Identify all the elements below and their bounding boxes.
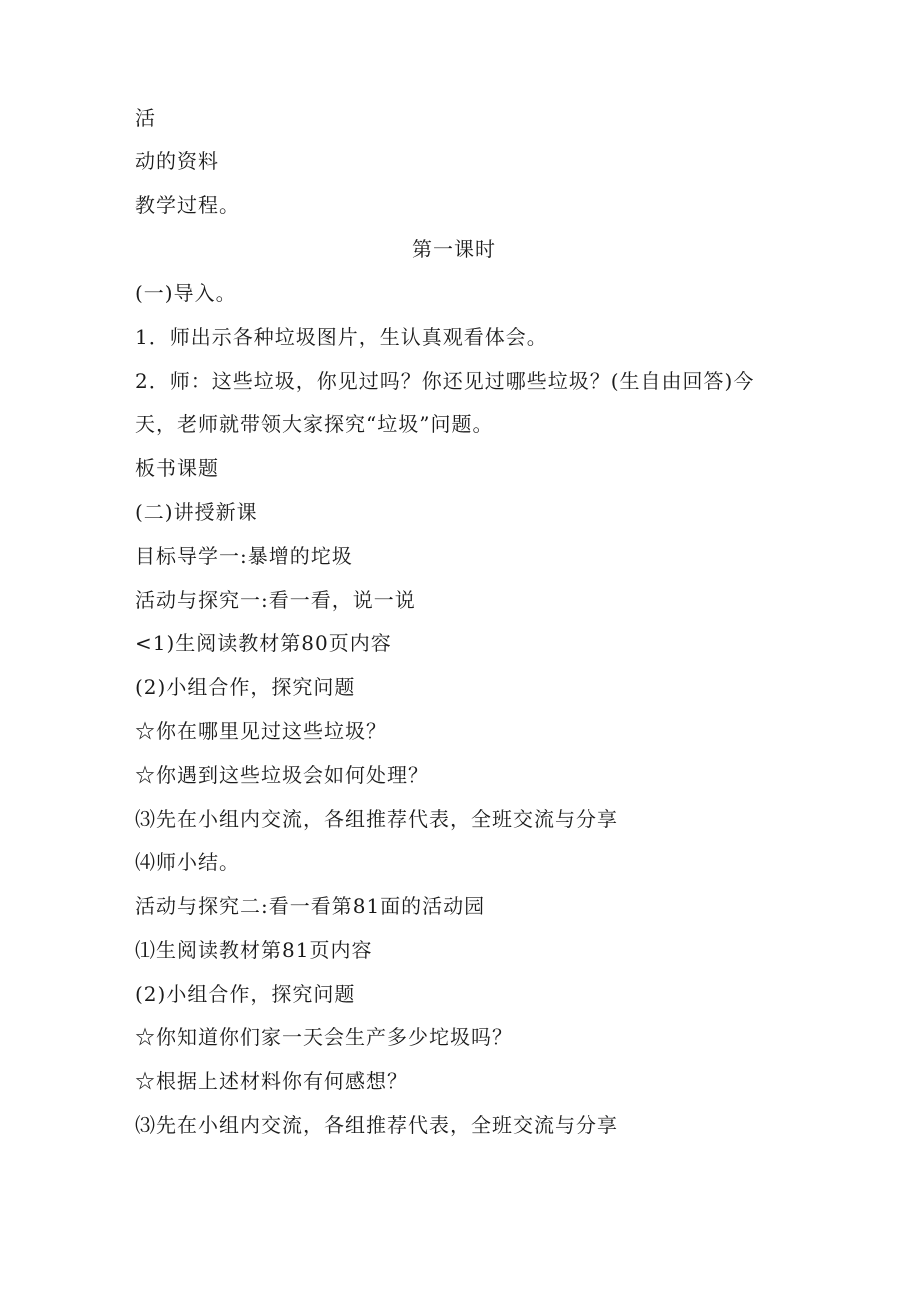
text-line: (一)导入。	[135, 281, 237, 305]
text-line: 2．师：这些垃圾，你见过吗？你还见过哪些垃圾？(生自由回答)今	[135, 369, 755, 393]
text-line: ☆你在哪里见过这些垃圾？	[135, 719, 387, 743]
text-line: (二)讲授新课	[135, 500, 258, 524]
text-line: 活动与探究一:看一看，说一说	[135, 588, 416, 612]
text-line: <1)生阅读教材第80页内容	[135, 631, 392, 655]
text-line: (2)小组合作，探究问题	[135, 982, 356, 1006]
text-line: ⑷师小结。	[135, 850, 240, 874]
text-line: 教学过程。	[135, 193, 240, 217]
text-line: 目标导学一:暴增的坨圾	[135, 544, 353, 568]
text-line: ☆你知道你们家一天会生产多少坨圾吗？	[135, 1025, 513, 1049]
text-line: (2)小组合作，探究问题	[135, 675, 356, 699]
section-heading: 第一课时	[412, 237, 496, 261]
text-line: ⑶先在小组内交流，各组推荐代表，全班交流与分享	[135, 1113, 618, 1137]
text-line: 活	[135, 106, 156, 130]
text-line: 活动与探究二:看一看第81面的活动园	[135, 894, 486, 918]
text-line: 天，老师就带领大家探究“垃圾”问题。	[135, 412, 494, 436]
text-line: 板书课题	[135, 456, 219, 480]
text-line: ☆根据上述材料你有何感想？	[135, 1069, 408, 1093]
text-line: 1．师出示各种垃圾图片，生认真观看体会。	[135, 325, 548, 349]
text-line: ⑶先在小组内交流，各组推荐代表，全班交流与分享	[135, 807, 618, 831]
text-line: 动的资料	[135, 149, 219, 173]
text-line: ⑴生阅读教材第81页内容	[135, 938, 373, 962]
text-line: ☆你遇到这些垃圾会如何处理？	[135, 763, 429, 787]
